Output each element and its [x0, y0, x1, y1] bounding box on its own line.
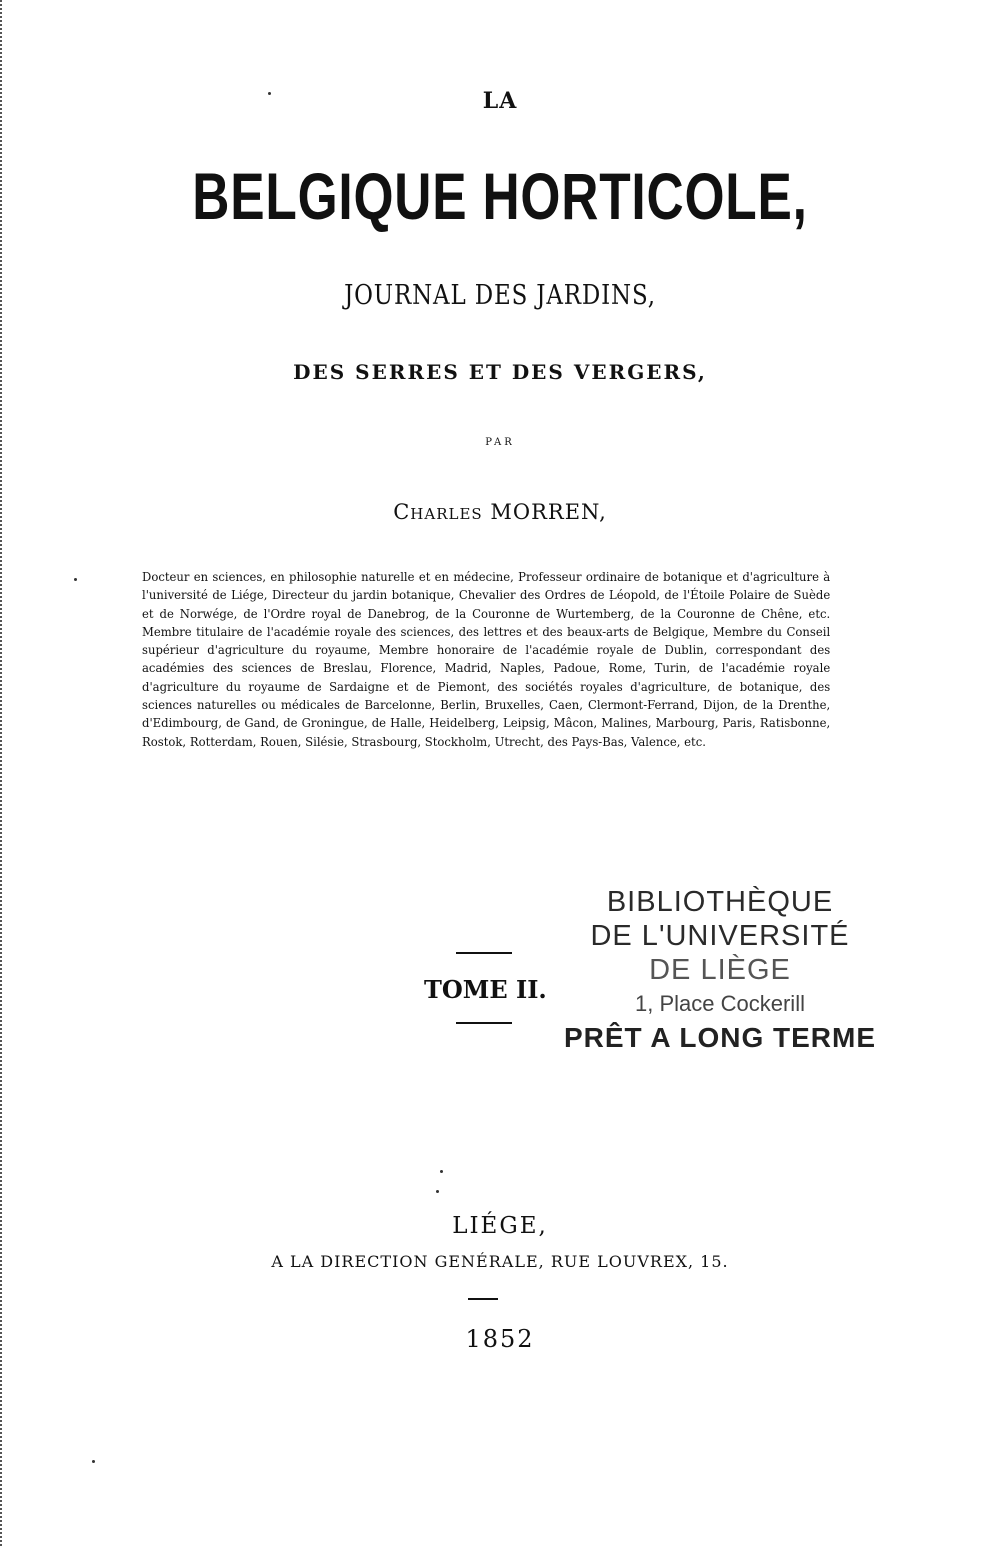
speck [440, 1170, 443, 1173]
imprint-place: LIÉGE, [452, 1213, 548, 1239]
subtitle-line-2: DES SERRES ET DES VERGERS, [293, 360, 707, 384]
main-title: BELGIQUE HORTICOLE, [192, 159, 808, 233]
library-stamp [530, 885, 910, 1055]
rule-below-volume [456, 1022, 512, 1024]
rule-above-year [468, 1298, 498, 1300]
speck [436, 1190, 439, 1193]
title-article: LA [482, 88, 518, 114]
speck [268, 92, 271, 95]
stamp-line-2: DE L'UNIVERSITÉ [590, 920, 850, 952]
author-titles: Docteur en sciences, en philosophie naturelle et en médecine, Professeur ordinaire de botanique et d'agriculture à l'université de Liége, Directeur du jardin botanique, Chevalier des Ordres de Léopold, de l'Étoile Polaire de Suède et de Norwége, de l'Ordre royal de Danebrog, de la Couronne de Wurtemberg, de la Couronne de Chêne, etc. Membre titulaire de l'académie royale des sciences, des lettres et des beaux-arts de Belgique, Membre du Conseil supérieur d'agriculture du royaume, Membre honoraire de l'académie royale de Dublin, correspondant des académies des sciences de Breslau, Florence, Madrid, Naples, Padoue, Rome, Turin, de l'académie royale d'agriculture du royaume de Sardaigne et de Piemont, des sociétés royales d'agriculture, de botanique, des sciences naturelles ou médicales de Barcelonne, Berlin, Bruxelles, Caen, Clermont-Ferrand, Dijon, de la Drenthe, d'Edimbourg, de Gand, de Groningue, de Halle, Heidelberg, Leipsig, Mâcon, Malines, Marbourg, Paris, Ratisbonne, Rostok, Rotterdam, Rouen, Silésie, Strasbourg, Stockholm, Utrecht, des Pays-Bas, Valence, etc. [142, 569, 831, 749]
stamp-line-4: 1, Place Cockerill [635, 991, 805, 1016]
stamp-line-1: BIBLIOTHÈQUE [606, 886, 834, 918]
stamp-line-5: PRÊT A LONG TERME [563, 1022, 877, 1053]
imprint-publisher: A LA DIRECTION GENÉRALE, RUE LOUVREX, 15. [271, 1252, 729, 1271]
speck [92, 1460, 95, 1463]
speck [74, 578, 77, 581]
volume-label: TOME II. [424, 975, 547, 1004]
by-label: PAR [485, 437, 515, 448]
author-name [0, 500, 1000, 524]
binding-edge [0, 0, 8, 1546]
stamp-line-3: DE LIÈGE [649, 954, 791, 986]
imprint-year: 1852 [465, 1325, 535, 1353]
subtitle-line-1: JOURNAL DES JARDINS, [344, 280, 656, 311]
rule-above-volume [456, 952, 512, 954]
author-name-text: Charles MORREN, [393, 500, 607, 524]
